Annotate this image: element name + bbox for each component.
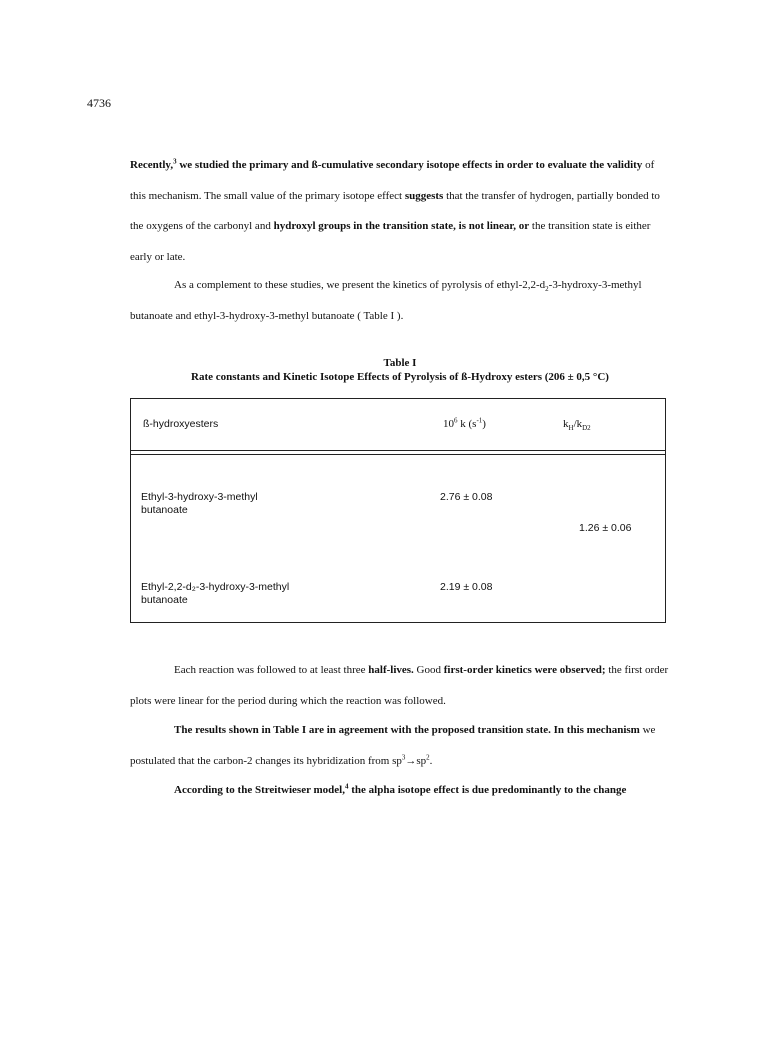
header-rate-constant: $10^6$ k $(s^{-1})$: [443, 416, 486, 430]
paragraph-intro: Recently,$^3$ we studied the primary and ß-cumulative secondary isotope effects in order to evaluate the validity of this mechanism. The small value of the primary isotope effect suggests that the transfer of hydrogen, partially bonded to the oxygens of the carbonyl and hydroxyl groups in the transition state, is not linear, or the transition state is either early or late.: [130, 157, 660, 263]
data-table: [130, 398, 666, 623]
header-esters: ß-hydroxyesters: [143, 418, 219, 430]
table-row-rate-value: 2.19 ± 0.08: [440, 581, 493, 593]
table-row-ester-name: Ethyl-3-hydroxy-3-methyl butanoate: [141, 491, 258, 516]
table-row-ester-name: Ethyl-2,2-d₂-3-hydroxy-3-methyl butanoate: [141, 581, 290, 606]
paragraph-streitwieser: According to the Streitwieser model,$^4$ the alpha isotope effect is due predominantly to the change: [174, 782, 627, 796]
table-row-rate-value: 2.76 ± 0.08: [440, 491, 493, 503]
paragraph-results: The results shown in Table I are in agreement with the proposed transition state. In this mechanism we postulated that the carbon-2 changes its hybridization from $sp^3\to sp^2$.: [130, 724, 656, 767]
paragraph-complement: As a complement to these studies, we present the kinetics of pyrolysis of ethyl-$2,2-d_2-3-hydroxy-3$-methyl butanoate and ethyl-3-hydroxy-3-methyl butanoate ( Table I ).: [130, 279, 642, 322]
table-caption: Rate constants and Kinetic Isotope Effects of Pyrolysis of ß-Hydroxy esters (206 ± 0,5 °C): [191, 371, 609, 383]
paragraph-kinetics: Each reaction was followed to at least three half-lives. Good first-order kinetics were observed; the first order plots were linear for the period during which the reaction was followed.: [130, 664, 669, 707]
page-number: 4736: [87, 96, 111, 110]
header-separator: [131, 450, 665, 455]
header-isotope-effect: $k_H/k_{D2}$: [563, 418, 591, 433]
isotope-effect-value: 1.26 ± 0.06: [579, 522, 632, 534]
table-label: Table I: [383, 357, 417, 369]
